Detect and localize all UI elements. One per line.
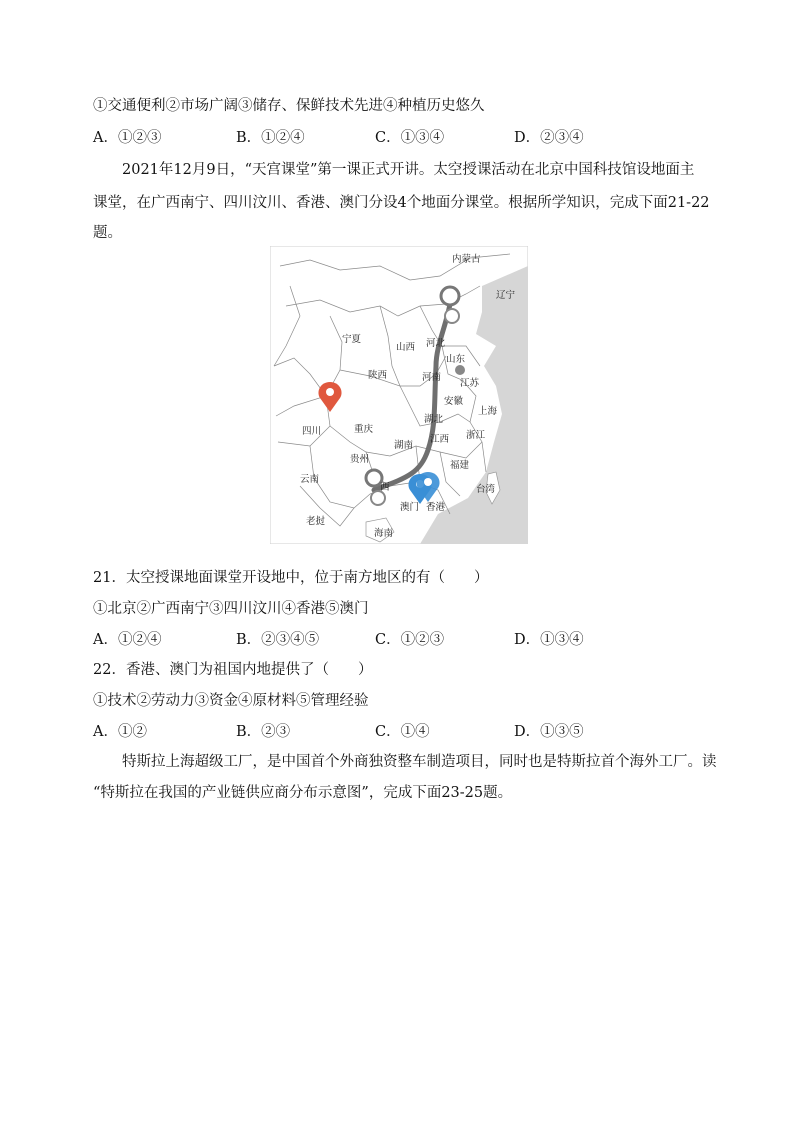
label-neimenggu: 内蒙古 (452, 254, 481, 265)
label-aomen: 澳门 (400, 502, 420, 513)
q22-option-c: C．①④ (375, 724, 430, 740)
q22-option-b: B．②③ (236, 724, 291, 740)
prev-option-b: B．①②④ (236, 130, 305, 146)
q22-option-d: D．①③⑤ (514, 724, 584, 740)
q21-option-b: B．②③④⑤ (236, 632, 320, 648)
china-map-figure (270, 246, 528, 544)
label-shanghai: 上海 (478, 406, 498, 417)
prev-option-c: C．①③④ (375, 130, 445, 146)
intro-21-22-line2: 课堂，在广西南宁、四川汶川、香港、澳门分设4个地面分课堂。根据所学知识，完成下面21-22 (93, 195, 710, 211)
prev-question-statement: ①交通便利②市场广阔③储存、保鲜技术先进④种植历史悠久 (93, 98, 485, 114)
prev-option-a: A．①②③ (93, 130, 162, 146)
label-sichuan: 四川 (302, 426, 322, 437)
label-hebei: 河北 (426, 338, 446, 349)
beijing-marker-inner (445, 309, 459, 323)
label-xianggang: 香港 (426, 502, 446, 513)
label-chongqing: 重庆 (354, 424, 374, 435)
prev-option-d: D．②③④ (514, 130, 584, 146)
label-hunan: 湖南 (394, 440, 414, 451)
q21-option-a: A．①②④ (93, 632, 162, 648)
label-yunnan: 云南 (300, 474, 320, 485)
label-henan: 河南 (422, 372, 442, 383)
label-taiwan: 台湾 (476, 484, 496, 495)
label-hubei: 湖北 (424, 414, 444, 425)
label-ningxia: 宁夏 (342, 334, 362, 345)
label-anhui: 安徽 (444, 396, 464, 407)
label-laowo: 老挝 (306, 516, 326, 527)
label-fujian: 福建 (450, 460, 470, 471)
label-jiangsu: 江苏 (460, 378, 480, 389)
intro-23-25-line2: “特斯拉在我国的产业链供应商分布示意图”，完成下面23-25题。 (93, 785, 513, 801)
intro-23-25-line1: 特斯拉上海超级工厂，是中国首个外商独资整车制造项目，同时也是特斯拉首个海外工厂。读 (122, 754, 717, 770)
q22-statement: ①技术②劳动力③资金④原材料⑤管理经验 (93, 693, 369, 709)
label-zhejiang: 浙江 (466, 430, 486, 441)
q21-option-d: D．①③④ (514, 632, 584, 648)
label-guizhou: 贵州 (350, 454, 370, 465)
q21-option-c: C．①②③ (375, 632, 445, 648)
q21-stem: 21．太空授课地面课堂开设地中，位于南方地区的有（ ） (93, 570, 489, 586)
q22-stem: 22．香港、澳门为祖国内地提供了（ ） (93, 662, 373, 678)
beijing-marker (441, 287, 459, 305)
label-hainan: 海南 (374, 528, 394, 539)
q21-statement: ①北京②广西南宁③四川汶川④香港⑤澳门 (93, 601, 369, 617)
shandong-dot (455, 365, 465, 375)
intro-21-22-line1: 2021年12月9日，“天宫课堂”第一课正式开讲。太空授课活动在北京中国科技馆设地面主 (122, 162, 695, 178)
label-liaoning: 辽宁 (496, 290, 516, 301)
nanning-marker-inner (371, 491, 385, 505)
label-jiangxi: 江西 (430, 434, 450, 445)
intro-21-22-line3: 题。 (93, 225, 122, 241)
label-shanxi: 山西 (396, 342, 416, 353)
q22-option-a: A．①② (93, 724, 147, 740)
label-shaanxi: 陕西 (368, 370, 388, 381)
label-guangxi: 西 (380, 482, 390, 493)
label-shandong: 山东 (446, 354, 466, 365)
